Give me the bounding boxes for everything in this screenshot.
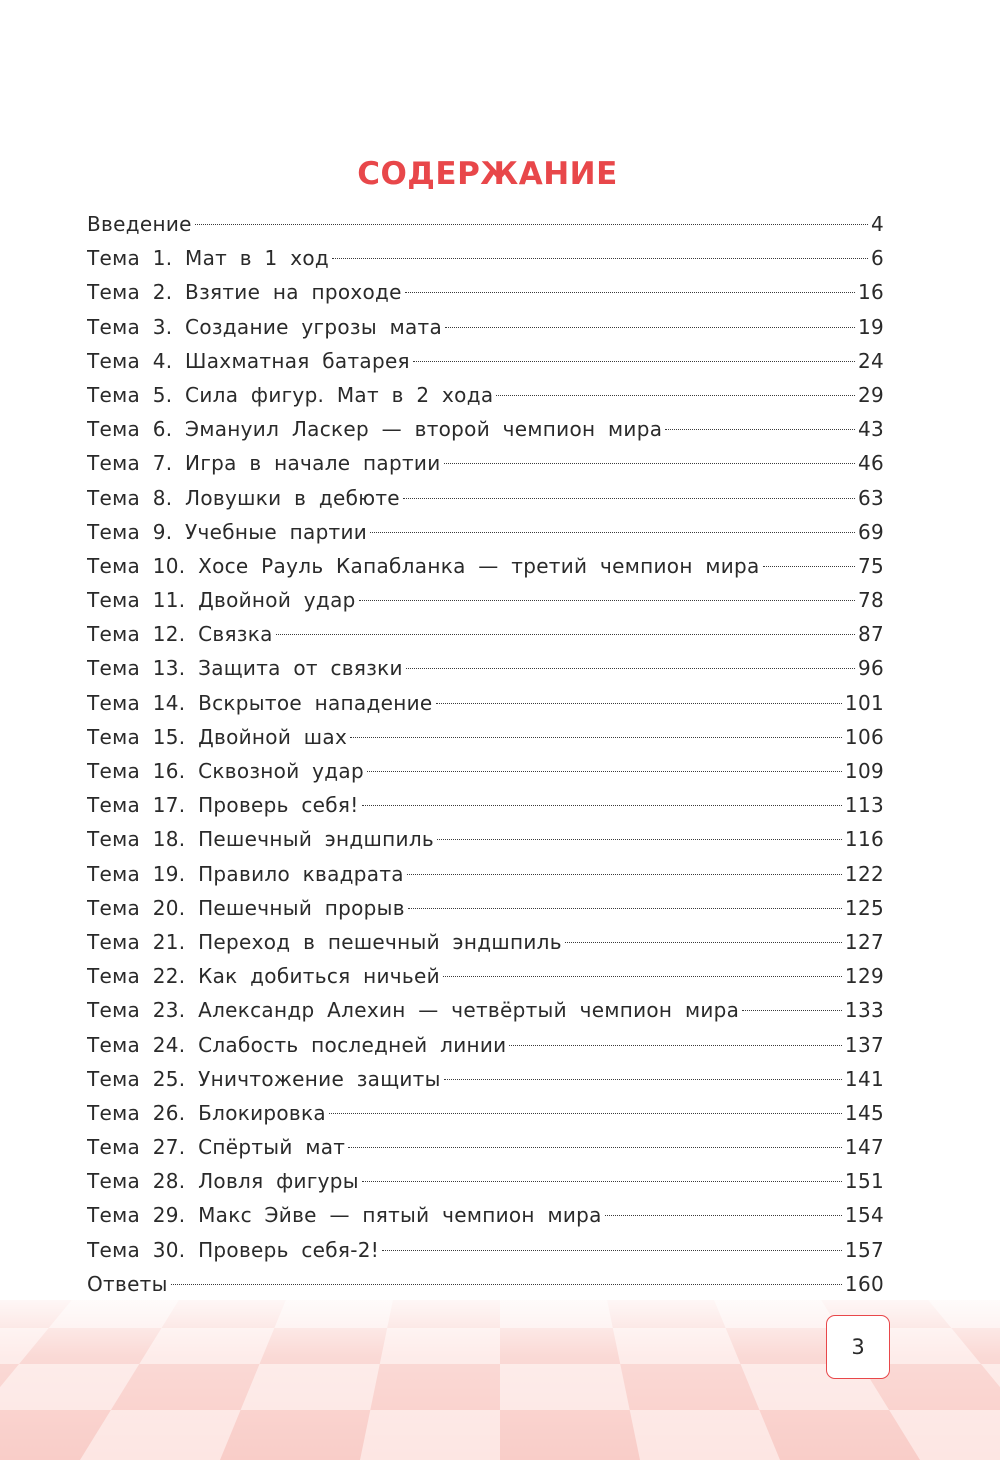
toc-entry-page: 151	[844, 1169, 884, 1194]
toc-entry	[87, 481, 884, 515]
toc-entry	[87, 1267, 884, 1301]
toc-entry	[87, 1198, 884, 1232]
toc-entry-page: 24	[857, 348, 884, 373]
toc-entry	[87, 378, 884, 412]
toc-leader-dots	[329, 1113, 842, 1114]
toc-leader-dots	[605, 1215, 842, 1216]
toc-entry-page: 75	[857, 553, 884, 578]
toc-leader-dots	[565, 942, 842, 943]
toc-entry-label: Тема 14. Вскрытое нападение	[87, 690, 433, 715]
toc-entry-page: 157	[844, 1237, 884, 1262]
toc-entry-label: Тема 1. Мат в 1 ход	[87, 246, 330, 271]
toc-entry-page: 4	[870, 212, 884, 236]
toc-entry-label: Тема 4. Шахматная батарея	[87, 348, 410, 373]
toc-entry-page: 63	[857, 485, 884, 510]
toc-entry-page: 29	[857, 382, 884, 407]
toc-entry-page: 6	[870, 246, 884, 271]
toc-entry-label: Тема 9. Учебные партии	[87, 519, 368, 544]
toc-entry	[87, 446, 884, 480]
toc-entry-page: 129	[844, 964, 884, 989]
toc-leader-dots	[407, 874, 842, 875]
toc-entry-page: 133	[844, 998, 884, 1023]
toc-entry-page: 125	[844, 895, 884, 920]
toc-leader-dots	[362, 1181, 842, 1182]
toc-entry-page: 96	[857, 656, 884, 681]
page-number: 3	[851, 1335, 865, 1359]
toc-entry-page: 122	[844, 861, 884, 886]
toc-entry-label: Тема 11. Двойной удар	[87, 588, 356, 613]
toc-entry-label: Введение	[87, 212, 192, 236]
toc-leader-dots	[509, 1045, 841, 1046]
toc-leader-dots	[195, 224, 868, 225]
toc-entry-page: 113	[844, 793, 884, 818]
toc-entry-page: 141	[844, 1066, 884, 1091]
toc-entry	[87, 412, 884, 446]
page-number-box	[826, 1315, 890, 1379]
table-of-contents	[87, 207, 884, 1301]
toc-entry	[87, 1028, 884, 1062]
toc-entry-label: Тема 17. Проверь себя!	[87, 793, 359, 818]
toc-entry-page: 116	[844, 827, 884, 852]
toc-entry	[87, 788, 884, 822]
page-title: СОДЕРЖАНИЕ	[357, 156, 618, 192]
toc-entry-label: Тема 21. Переход в пешечный эндшпиль	[87, 929, 562, 954]
toc-entry	[87, 993, 884, 1027]
toc-entry	[87, 1164, 884, 1198]
toc-leader-dots	[665, 429, 855, 430]
toc-entry	[87, 1130, 884, 1164]
toc-entry	[87, 275, 884, 309]
toc-entry-label: Тема 25. Уничтожение защиты	[87, 1066, 441, 1091]
toc-entry-label: Тема 5. Сила фигур. Мат в 2 хода	[87, 382, 494, 407]
toc-entry-page: 43	[857, 417, 884, 442]
toc-leader-dots	[408, 908, 842, 909]
toc-entry-page: 145	[844, 1100, 884, 1125]
toc-leader-dots	[276, 634, 855, 635]
toc-leader-dots	[403, 498, 855, 499]
toc-entry-label: Тема 13. Защита от связки	[87, 656, 403, 681]
toc-entry-label: Тема 12. Связка	[87, 622, 273, 647]
toc-entry-label: Тема 27. Спёртый мат	[87, 1135, 346, 1160]
toc-entry-label: Тема 18. Пешечный эндшпиль	[87, 827, 435, 852]
toc-entry-label: Тема 20. Пешечный прорыв	[87, 895, 405, 920]
toc-entry-page: 106	[844, 724, 884, 749]
toc-entry-page: 87	[857, 622, 884, 647]
toc-leader-dots	[444, 463, 855, 464]
toc-entry-label: Ответы	[87, 1271, 168, 1296]
toc-leader-dots	[362, 805, 842, 806]
toc-entry	[87, 241, 884, 275]
toc-leader-dots	[405, 292, 855, 293]
toc-entry-page: 109	[844, 759, 884, 783]
toc-entry-label: Тема 22. Как добиться ничьей	[87, 964, 440, 989]
toc-entry-page: 127	[844, 929, 884, 954]
toc-entry	[87, 651, 884, 685]
toc-leader-dots	[171, 1284, 842, 1285]
toc-leader-dots	[763, 566, 855, 567]
toc-leader-dots	[382, 1250, 842, 1251]
toc-leader-dots	[350, 737, 842, 738]
toc-entry-label: Тема 24. Слабость последней линии	[87, 1032, 507, 1057]
toc-entry-label: Тема 26. Блокировка	[87, 1100, 326, 1125]
toc-entry-page: 154	[844, 1203, 884, 1228]
toc-entry	[87, 857, 884, 891]
toc-entry	[87, 1062, 884, 1096]
toc-entry-label: Тема 23. Александр Алехин — четвёртый чемпион мира	[87, 998, 740, 1023]
toc-leader-dots	[332, 258, 868, 259]
toc-leader-dots	[445, 327, 855, 328]
toc-entry-label: Тема 10. Хосе Рауль Капабланка — третий чемпион мира	[87, 553, 760, 578]
toc-entry-label: Тема 8. Ловушки в дебюте	[87, 485, 400, 510]
toc-entry-label: Тема 29. Макс Эйве — пятый чемпион мира	[87, 1203, 602, 1228]
toc-entry-label: Тема 2. Взятие на проходе	[87, 280, 402, 305]
toc-leader-dots	[367, 771, 842, 772]
toc-entry	[87, 617, 884, 651]
toc-entry-label: Тема 6. Эмануил Ласкер — второй чемпион мира	[87, 417, 663, 442]
toc-entry-page: 137	[844, 1032, 884, 1057]
toc-leader-dots	[406, 668, 855, 669]
toc-entry-label: Тема 15. Двойной шах	[87, 724, 348, 749]
toc-entry-label: Тема 7. Игра в начале партии	[87, 451, 441, 476]
toc-entry	[87, 925, 884, 959]
toc-entry-page: 19	[857, 314, 884, 339]
toc-leader-dots	[496, 395, 855, 396]
toc-entry-label: Тема 3. Создание угрозы мата	[87, 314, 443, 339]
toc-leader-dots	[437, 839, 842, 840]
toc-entry	[87, 720, 884, 754]
toc-entry-label: Тема 30. Проверь себя-2!	[87, 1237, 380, 1262]
toc-entry-page: 101	[844, 690, 884, 715]
toc-entry	[87, 754, 884, 788]
toc-entry-label: Тема 16. Сквозной удар	[87, 759, 364, 783]
toc-leader-dots	[370, 532, 855, 533]
toc-leader-dots	[359, 600, 855, 601]
toc-entry	[87, 686, 884, 720]
toc-entry-page: 78	[857, 588, 884, 613]
toc-leader-dots	[742, 1010, 842, 1011]
toc-leader-dots	[413, 361, 855, 362]
toc-entry	[87, 959, 884, 993]
toc-entry	[87, 822, 884, 856]
toc-leader-dots	[348, 1147, 842, 1148]
toc-leader-dots	[443, 976, 842, 977]
toc-entry	[87, 310, 884, 344]
toc-entry	[87, 1233, 884, 1267]
toc-entry	[87, 583, 884, 617]
toc-leader-dots	[436, 703, 842, 704]
toc-entry	[87, 344, 884, 378]
toc-entry	[87, 549, 884, 583]
toc-entry-label: Тема 19. Правило квадрата	[87, 861, 404, 886]
toc-entry	[87, 515, 884, 549]
toc-entry-page: 46	[857, 451, 884, 476]
toc-entry-label: Тема 28. Ловля фигуры	[87, 1169, 359, 1194]
toc-entry-page: 160	[844, 1271, 884, 1296]
toc-entry	[87, 207, 884, 241]
toc-leader-dots	[444, 1079, 842, 1080]
toc-entry-page: 16	[857, 280, 884, 305]
toc-entry-page: 69	[857, 519, 884, 544]
toc-entry-page: 147	[844, 1135, 884, 1160]
toc-entry	[87, 891, 884, 925]
toc-entry	[87, 1096, 884, 1130]
